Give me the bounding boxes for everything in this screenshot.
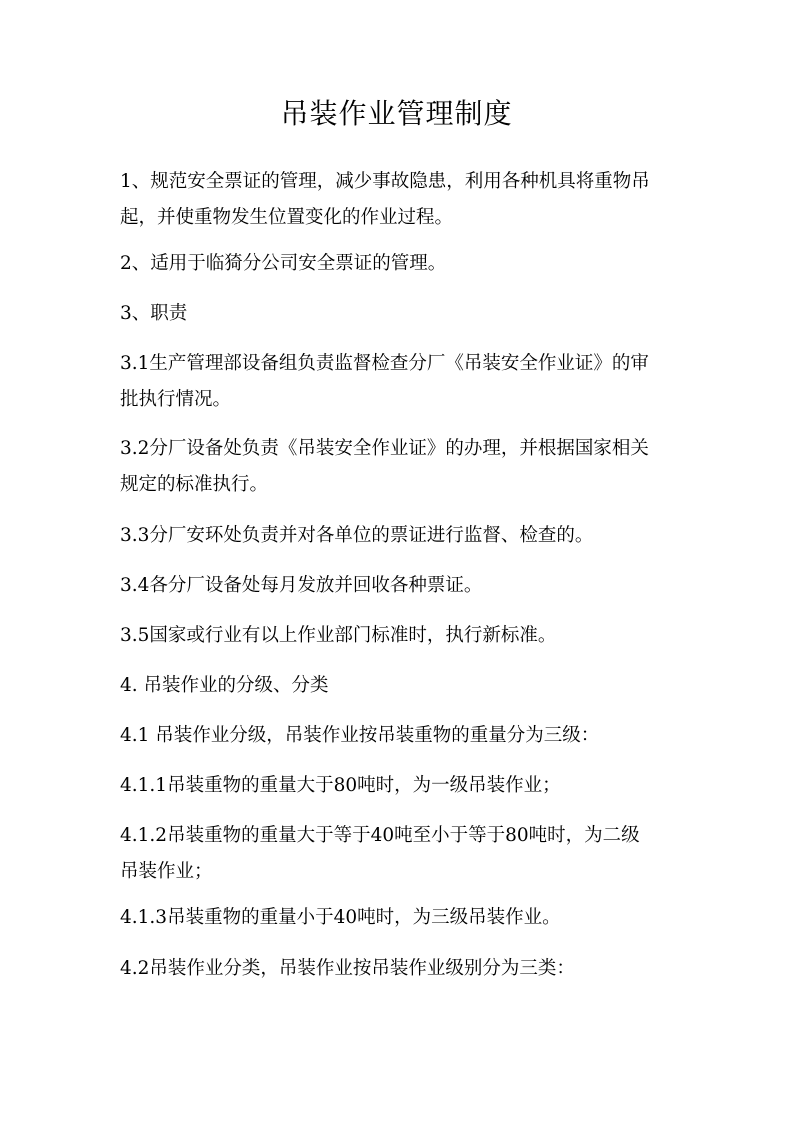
paragraph-line: 3、职责: [120, 303, 188, 324]
paragraph-line: 规定的标准执行。: [120, 474, 269, 495]
paragraph-8: [120, 618, 680, 654]
paragraph-line: 3.4各分厂设备处每月发放并回收各种票证。: [120, 575, 483, 596]
paragraph-12: [120, 818, 680, 890]
paragraph-line: 4. 吊装作业的分级、分类: [120, 675, 329, 696]
paragraph-line: 2、适用于临猗分公司安全票证的管理。: [120, 253, 447, 274]
paragraph-line: 吊装作业；: [120, 861, 213, 882]
document-title: 吊装作业管理制度: [280, 97, 513, 130]
paragraph-line: 1、规范安全票证的管理，减少事故隐患，利用各种机具将重物吊: [120, 171, 650, 192]
paragraph-line: 4.1 吊装作业分级，吊装作业按吊装重物的重量分为三级：: [120, 725, 600, 746]
paragraph-line: 4.1.2吊装重物的重量大于等于40吨至小于等于80吨时，为二级: [120, 825, 640, 846]
paragraph-9: [120, 668, 680, 704]
paragraph-4: [120, 346, 680, 418]
paragraph-7: [120, 568, 680, 604]
paragraph-line: 3.2分厂设备处负责《吊装安全作业证》的办理，并根据国家相关: [120, 438, 649, 459]
paragraph-line: 4.1.3吊装重物的重量小于40吨时，为三级吊装作业。: [120, 907, 561, 928]
paragraph-line: 3.5国家或行业有以上作业部门标准时，执行新标准。: [120, 625, 557, 646]
paragraph-line: 批执行情况。: [120, 389, 232, 410]
paragraph-3: [120, 296, 680, 332]
paragraph-14: [120, 951, 680, 987]
paragraph-line: 4.2吊装作业分类，吊装作业按吊装作业级别分为三类：: [120, 958, 575, 979]
paragraph-13: [120, 900, 680, 936]
paragraph-line: 4.1.1吊装重物的重量大于80吨时，为一级吊装作业；: [120, 775, 561, 796]
paragraph-2: [120, 246, 680, 282]
paragraph-6: [120, 518, 680, 554]
paragraph-11: [120, 768, 680, 804]
paragraph-line: 起，并使重物发生位置变化的作业过程。: [120, 207, 454, 228]
paragraph-line: 3.1生产管理部设备组负责监督检查分厂《吊装安全作业证》的审: [120, 353, 649, 374]
paragraph-1: [120, 164, 680, 236]
paragraph-line: 3.3分厂安环处负责并对各单位的票证进行监督、检查的。: [120, 525, 594, 546]
paragraph-10: [120, 718, 680, 754]
paragraph-5: [120, 431, 680, 503]
